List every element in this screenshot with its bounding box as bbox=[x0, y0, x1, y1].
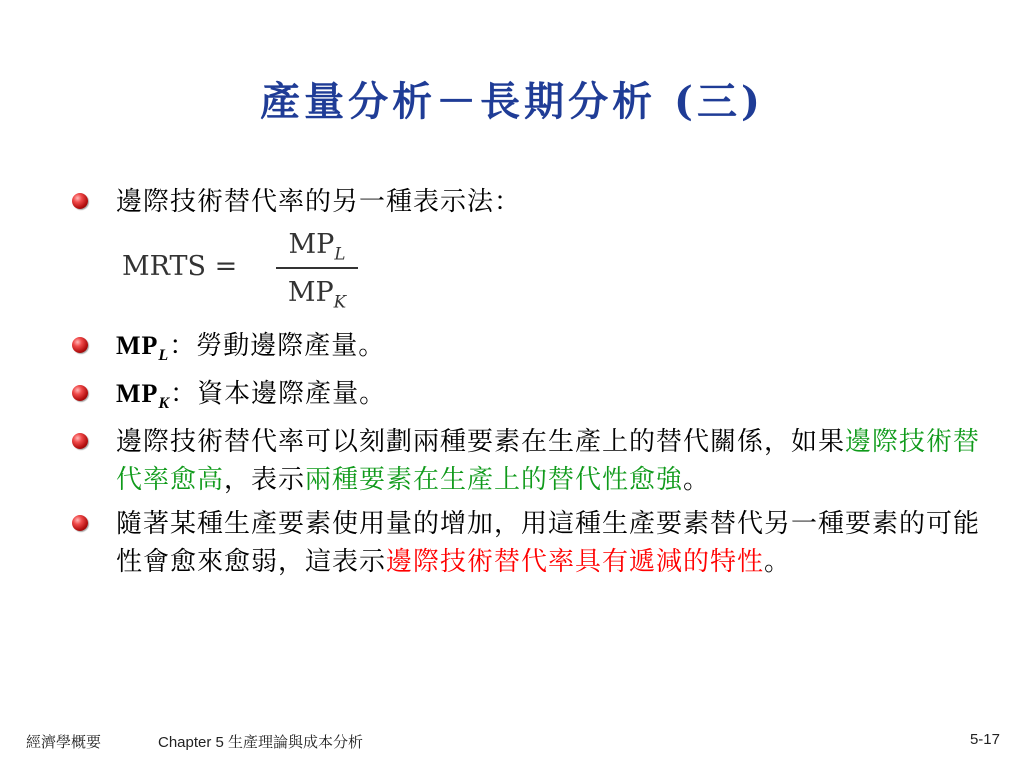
bullet-item-diminishing bbox=[70, 505, 1005, 581]
bullet-text: 邊際技術替代率的另一種表示法： bbox=[116, 187, 522, 217]
slide-content bbox=[70, 183, 1005, 581]
highlight-green: 邊際技術替代率愈高 bbox=[116, 427, 981, 496]
mpl-description: ：勞動邊際產量。 bbox=[169, 331, 386, 361]
bullet-item-mpl bbox=[70, 327, 1005, 375]
fraction-bar bbox=[276, 267, 358, 269]
bullet-item-definition bbox=[70, 183, 1005, 221]
formula-numerator: $MP_L$ bbox=[288, 229, 346, 264]
bullet-text: 邊際技術替代率可以刻劃兩種要素在生產上的替代關係，如果邊際技術替代率愈高，表示兩種要素在生產上的替代性愈強。 bbox=[116, 427, 981, 496]
bullet-text: 隨著某種生產要素使用量的增加，用這種生產要素替代另一種要素的可能性會愈來愈弱，這表示邊際技術替代率具有遞減的特性。 bbox=[116, 509, 981, 578]
bullet-icon bbox=[72, 193, 88, 209]
highlight-red: 邊際技術替代率具有遞減的特性 bbox=[386, 547, 765, 578]
bullet-item-mpk bbox=[70, 375, 1005, 423]
formula-fraction bbox=[276, 225, 358, 313]
bullet-item-substitution bbox=[70, 423, 1005, 499]
mrts-formula bbox=[116, 223, 1005, 321]
mpk-term: $MP_K$ bbox=[116, 379, 171, 413]
mpk-description: ：資本邊際產量。 bbox=[170, 379, 387, 410]
formula-denominator: $MP_K$ bbox=[287, 277, 347, 312]
slide-title: 產量分析－長期分析 (三) bbox=[260, 78, 764, 125]
bullet-icon bbox=[72, 385, 88, 401]
bullet-icon bbox=[72, 515, 88, 531]
footer-course-name: 經濟學概要 bbox=[26, 734, 102, 751]
mpl-term: $MP_L$ bbox=[116, 331, 170, 365]
formula-lhs: MRTS = bbox=[122, 251, 238, 282]
highlight-green: 兩種要素在生產上的替代性愈強 bbox=[305, 465, 684, 496]
footer-page-number: 5-17 bbox=[969, 731, 1000, 748]
bullet-icon bbox=[72, 433, 88, 449]
bullet-icon bbox=[72, 337, 88, 353]
footer-chapter: Chapter 5 生產理論與成本分析 bbox=[158, 734, 364, 751]
